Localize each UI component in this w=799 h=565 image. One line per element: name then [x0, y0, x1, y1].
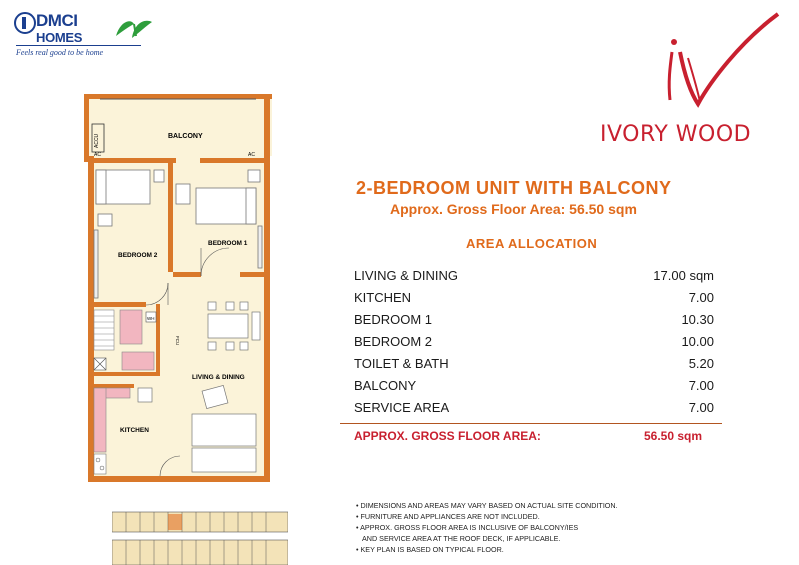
bedroom-2-label: BEDROOM 2 — [118, 252, 158, 259]
disclaimer-notes — [356, 500, 618, 555]
table-row — [354, 374, 726, 396]
living-dining-label: LIVING & DINING — [192, 374, 245, 381]
balcony-label: BALCONY — [168, 133, 203, 140]
note-line: • DIMENSIONS AND AREAS MAY VARY BASED ON ACTUAL SITE CONDITION. — [356, 501, 618, 510]
logo-text-dmci: DMCI — [36, 11, 78, 30]
dmci-emblem-icon — [14, 12, 36, 34]
row-label: SERVICE AREA — [354, 400, 450, 415]
row-label: BEDROOM 1 — [354, 312, 433, 327]
row-value: 7.00 — [688, 290, 714, 305]
fcu-label: FCU — [175, 336, 180, 346]
ivory-wood-monogram-icon — [640, 12, 780, 117]
total-divider — [340, 423, 722, 424]
note-line: AND SERVICE AREA AT THE ROOF DECK, IF APPLICABLE. — [362, 534, 561, 543]
row-label: BALCONY — [354, 378, 417, 393]
note-line: • FURNITURE AND APPLIANCES ARE NOT INCLUDED. — [356, 512, 540, 521]
row-value: 10.00 — [681, 334, 714, 349]
row-value: 5.20 — [688, 356, 714, 371]
gross-floor-area-subtitle: Approx. Gross Floor Area: 56.50 sqm — [390, 201, 637, 217]
note-line: • KEY PLAN IS BASED ON TYPICAL FLOOR. — [356, 545, 504, 554]
kitchen-label: KITCHEN — [120, 427, 149, 434]
logo-divider — [16, 45, 141, 46]
row-value: 7.00 — [688, 400, 714, 415]
project-name: IVORY WOOD — [600, 122, 752, 147]
bedroom-1-label: BEDROOM 1 — [208, 240, 248, 247]
row-label: LIVING & DINING — [354, 268, 459, 283]
row-label: TOILET & BATH — [354, 356, 449, 371]
unit-type-title: 2-BEDROOM UNIT WITH BALCONY — [356, 178, 672, 198]
row-value: 10.30 — [681, 312, 714, 327]
ac-label-right: AC — [248, 152, 255, 158]
total-area-label: APPROX. GROSS FLOOR AREA: — [354, 429, 541, 443]
water-heater-label: WH — [147, 316, 155, 321]
ac-label-left: AC — [94, 152, 101, 158]
note-line: • APPROX. GROSS FLOOR AREA IS INCLUSIVE OF BALCONY/IES — [356, 523, 579, 532]
floor-plan — [80, 90, 280, 487]
row-label: BEDROOM 2 — [354, 334, 433, 349]
logo-tagline: Feels real good to be home — [16, 48, 104, 57]
dmci-homes-logo — [12, 8, 162, 60]
total-area-value: 56.50 sqm — [644, 429, 703, 443]
table-row — [354, 352, 726, 374]
accu-label: ACCU — [94, 133, 100, 148]
table-row — [354, 396, 726, 418]
row-label: KITCHEN — [354, 290, 412, 305]
key-plan — [112, 510, 288, 565]
area-allocation-heading: AREA ALLOCATION — [466, 236, 598, 251]
row-value: 17.00 sqm — [653, 268, 714, 283]
logo-text-homes: HOMES — [36, 30, 83, 45]
row-value: 7.00 — [688, 378, 714, 393]
table-row — [354, 330, 726, 352]
area-allocation-table — [354, 264, 726, 418]
table-row — [354, 286, 726, 308]
table-row — [354, 264, 726, 286]
table-row — [354, 308, 726, 330]
leaf-icon — [112, 14, 156, 42]
